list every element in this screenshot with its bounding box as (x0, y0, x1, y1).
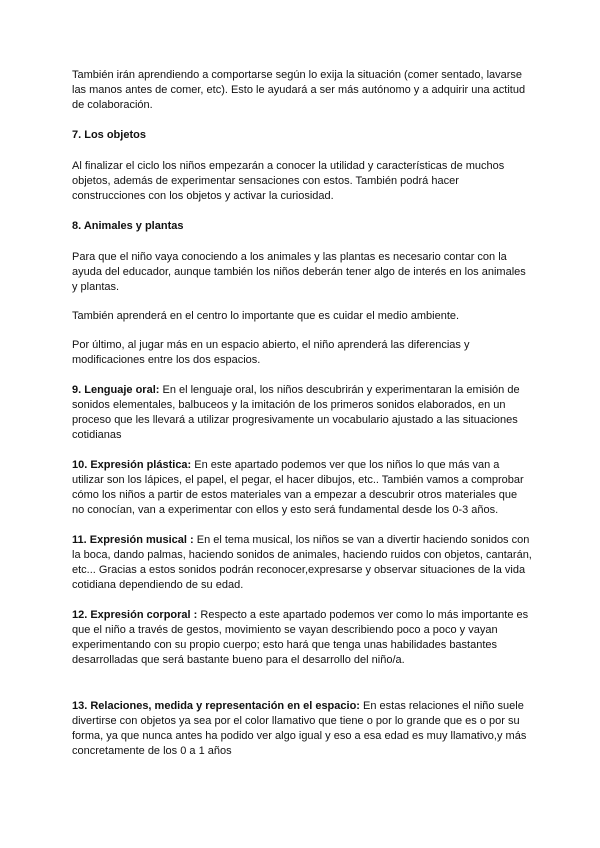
section-12-paragraph (72, 608, 532, 668)
section-12-heading: 12. Expresión corporal : (72, 609, 198, 621)
section-11-text: En el tema musical, los niños se van a divertir haciendo sonidos con la boca, dando palmas, haciendo sonidos de animales, haciendo ruidos con objetos, cantarán, etc... Gracias a estos sonidos podrán reconocer,expresarse y observar situaciones de la vida cotidiana dependiendo de su edad. (72, 534, 532, 591)
section-10-paragraph (72, 458, 532, 518)
section-8-paragraph-2: También aprenderá en el centro lo importante que es cuidar el medio ambiente. (72, 310, 460, 322)
section-8-paragraph-3: Por último, al jugar más en un espacio abierto, el niño aprenderá las diferencias y modificaciones entre los dos espacios. (72, 339, 470, 366)
section-10-text: En este apartado podemos ver que los niños lo que más van a utilizar son los lápices, el papel, el pegar, el hacer dibujos, etc.. También vamos a comprobar cómo los niños a partir de estos materiales van a empezar a descubrir otros materiales que no conocían, van a experimentar con ellos y esto será fundamental desde los 0-3 años. (72, 459, 524, 516)
section-11-paragraph (72, 533, 532, 593)
section-7-paragraph: Al finalizar el ciclo los niños empezarán a conocer la utilidad y características de muchos objetos, además de experimentar sensaciones con estos. También podrá hacer construcciones con los objetos y activar la curiosidad. (72, 160, 505, 202)
document-page (72, 68, 532, 759)
section-8-heading: 8. Animales y plantas (72, 220, 184, 232)
section-9-text: En el lenguaje oral, los niños descubrirán y experimentaran la emisión de sonidos elementales, balbuceos y la imitación de los primeros sonidos elaborados, en un proceso que les llevará a utilizar progresivamente un vocabulario ajustado a las situaciones cotidianas (72, 384, 520, 441)
section-11-heading: 11. Expresión musical : (72, 534, 194, 546)
intro-paragraph: También irán aprendiendo a comportarse según lo exija la situación (comer sentado, lavarse las manos antes de comer, etc). Esto le ayudará a ser más autónomo y a adquirir una actitud de colaboración. (72, 69, 526, 111)
section-10-heading: 10. Expresión plástica: (72, 459, 192, 471)
section-8-paragraph-1: Para que el niño vaya conociendo a los animales y las plantas es necesario contar con la ayuda del educador, aunque también los niños deberán tener algo de interés en los animales y plantas. (72, 251, 526, 293)
section-12-text: Respecto a este apartado podemos ver como lo más importante es que el niño a través de gestos, movimiento se vayan describiendo poco a poco y vayan experimentando con su propio cuerpo; esto hará que tenga unas habilidades bastantes desarrolladas que será bastante bueno para el desarrollo del niño/a. (72, 609, 529, 666)
section-13-paragraph (72, 699, 532, 759)
section-9-heading: 9. Lenguaje oral: (72, 384, 160, 396)
section-13-heading: 13. Relaciones, medida y representación en el espacio: (72, 700, 360, 712)
section-7-heading: 7. Los objetos (72, 129, 146, 141)
section-13-text: En estas relaciones el niño suele divertirse con objetos ya sea por el color llamativo que tiene o por lo grande que es o por su forma, ya que nunca antes ha podido ver algo igual y eso a esa edad es muy llamativo,y más concretamente de los 0 a 1 años (72, 700, 527, 757)
section-9-paragraph (72, 383, 532, 443)
